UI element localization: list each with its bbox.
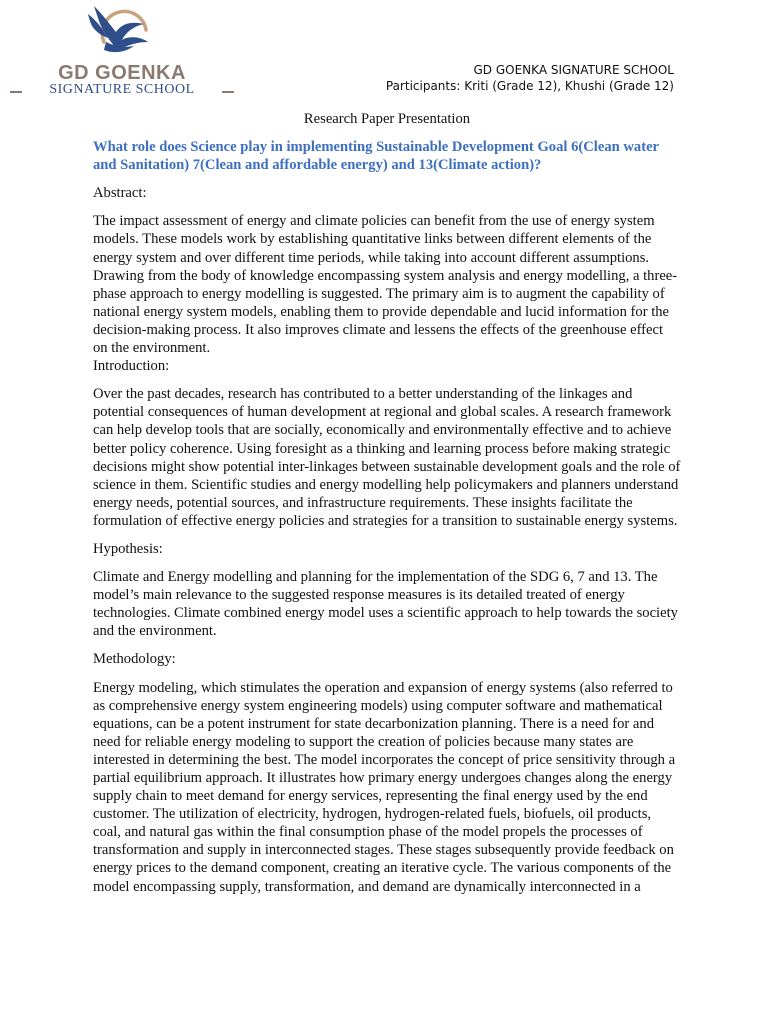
introduction-heading: Introduction: xyxy=(93,358,170,375)
bird-emblem-icon xyxy=(8,2,236,62)
research-question: What role does Science play in implementing Sustainable Development Goal 6(Clean water and Sanitation) 7(Clean and affordable energy) and 13(Climate action)? xyxy=(93,139,659,174)
document-body xyxy=(93,110,681,906)
school-name: GD GOENKA SIGNATURE SCHOOL xyxy=(473,63,674,77)
school-logo xyxy=(8,2,236,98)
methodology-paragraph: Energy modeling, which stimulates the operation and expansion of energy systems (also referred to as comprehensive energy system engineering models) using computer software and mathematical equations, can be a potent instrument for state decarbonization planning. There is a need for and need for reliable energy modeling to support the creation of policies because many states are interested in determining the best. The model incorporates the concept of price sensitivity through a partial equilibrium approach. It illustrates how primary energy undergoes changes along the energy supply chain to meet demand for energy services, representing the final energy used by the end customer. The utilization of electricity, hydrogen, hydrogen-related fuels, biofuels, oil products, coal, and natural gas within the final consumption phase of the model propels the processes of transformation and supply in interconnected stages. These stages subsequently provide feedback on energy prices to the demand component, creating an iterative cycle. The various components of the model encompassing supply, transformation, and demand are dynamically interconnected in a xyxy=(93,679,676,895)
hypothesis-paragraph: Climate and Energy modelling and planning for the implementation of the SDG 6, 7 and 13. The model’s main relevance to the suggested response measures is its detailed treated of energy technologies. Climate combined energy model uses a scientific approach to help towards the society and the environment. xyxy=(93,569,678,640)
hypothesis-heading: Hypothesis: xyxy=(93,540,163,557)
abstract-heading: Abstract: xyxy=(93,185,147,202)
header-info xyxy=(386,62,674,94)
abstract-paragraph: The impact assessment of energy and climate policies can benefit from the use of energy system models. These models work by establishing quantitative links between different elements of the energy system and over different time periods, while taking into account different assumptions. Drawing from the body of knowledge encompassing system analysis and energy modelling, a three-phase approach to energy modelling is suggested. The primary aim is to augment the capability of national energy system models, enabling them to provide dependable and lucid information for the decision-making process. It also improves climate and lessens the effects of the greenhouse effect on the environment. xyxy=(93,213,678,357)
logo-line-1: GD GOENKA xyxy=(58,62,186,84)
participants: Participants: Kriti (Grade 12), Khushi (Grade 12) xyxy=(385,79,674,93)
logo-line-2: SIGNATURE SCHOOL xyxy=(49,82,195,97)
introduction-paragraph: Over the past decades, research has contributed to a better understanding of the linkages and potential consequences of human development at regional and global scales. A research framework can help develop tools that are socially, economically and environmentally effective and to achieve better policy coherence. Using foresight as a thinking and learning process before making strategic decisions might show potential inter-linkages between sustainable development goals and the role of science in them. Scientific studies and energy modelling help policymakers and planners understand energy needs, potential sources, and infrastructure requirements. These insights facilitate the formulation of effective energy policies and strategies for a transition to sustainable energy systems. xyxy=(93,386,681,529)
methodology-heading: Methodology: xyxy=(93,651,176,668)
logo-right-dash xyxy=(222,91,234,93)
presentation-title: Research Paper Presentation xyxy=(303,111,471,127)
